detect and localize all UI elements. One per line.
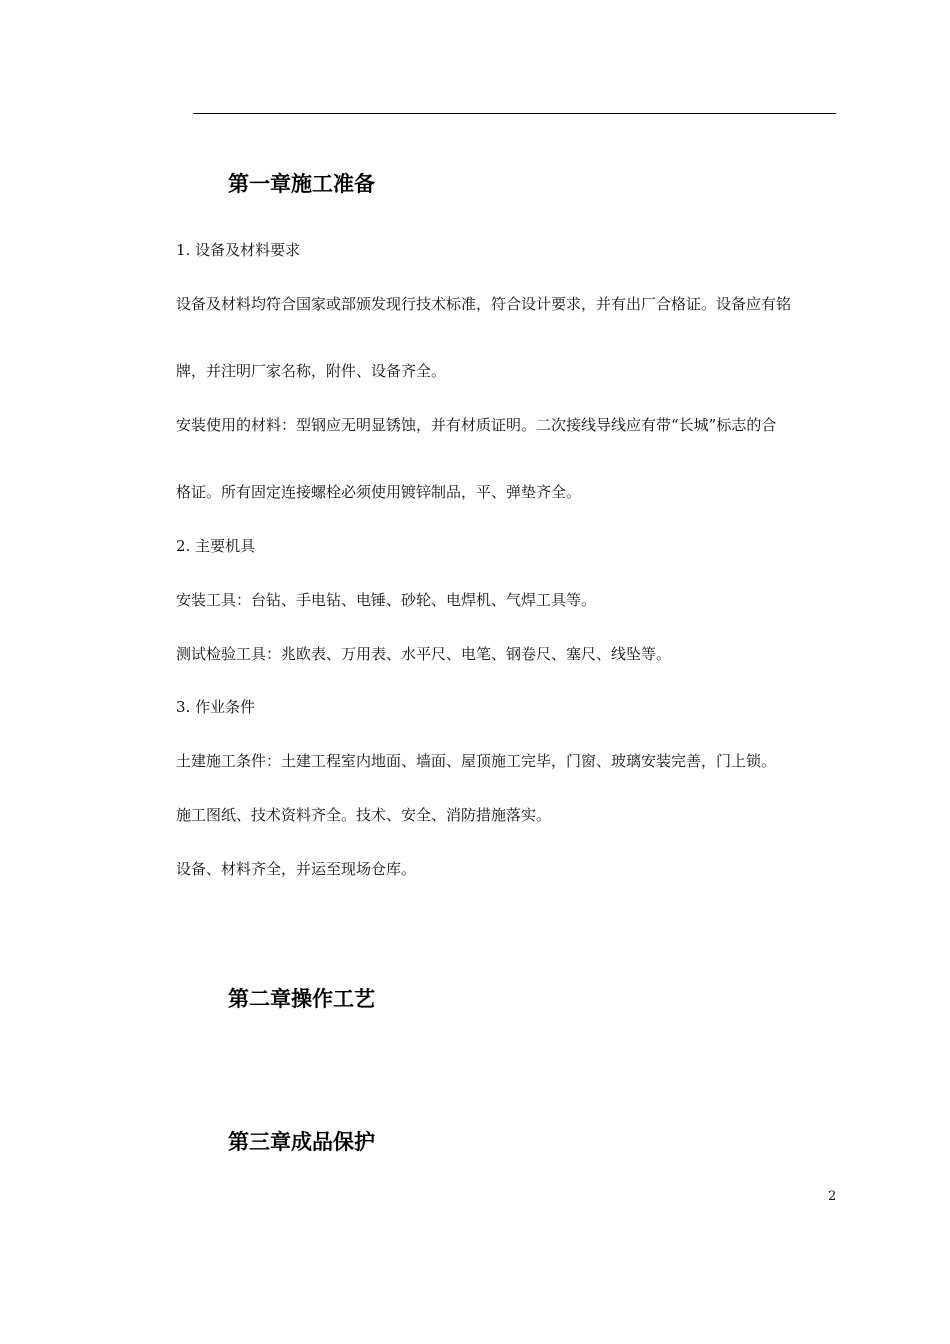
section-3-line-1: 土建施工条件：土建工程室内地面、墙面、屋顶施工完毕，门窗、玻璃安装完善，门上锁。 <box>176 752 777 770</box>
chapter-3-title: 第三章成品保护 <box>228 1130 375 1154</box>
section-3-line-2: 施工图纸、技术资料齐全。技术、安全、消防措施落实。 <box>176 806 552 824</box>
header-rule <box>193 113 836 114</box>
section-1-paragraph-1-line-2: 牌，并注明厂家名称，附件、设备齐全。 <box>176 362 447 380</box>
section-1-heading: 1. 设备及材料要求 <box>176 241 301 259</box>
section-2-heading: 2. 主要机具 <box>176 537 256 555</box>
section-1-paragraph-1-line-1: 设备及材料均符合国家或部颁发现行技术标准，符合设计要求，并有出厂合格证。设备应有铭 <box>176 295 792 313</box>
page-number: 2 <box>828 1189 837 1204</box>
section-3-line-3: 设备、材料齐全，并运至现场仓库。 <box>176 860 417 878</box>
section-3-heading: 3. 作业条件 <box>176 698 256 716</box>
section-1-paragraph-2-line-2: 格证。所有固定连接螺栓必须使用镀锌制品，平、弹垫齐全。 <box>176 483 582 501</box>
section-2-line-2: 测试检验工具：兆欧表、万用表、水平尺、电笔、钢卷尺、塞尺、线坠等。 <box>176 645 672 663</box>
chapter-1-title: 第一章施工准备 <box>228 172 375 196</box>
chapter-2-title: 第二章操作工艺 <box>228 987 375 1011</box>
section-2-line-1: 安装工具：台钻、手电钻、电锤、砂轮、电焊机、气焊工具等。 <box>176 591 597 609</box>
section-1-paragraph-2-line-1: 安装使用的材料：型钢应无明显锈蚀，并有材质证明。二次接线导线应有带“长城”标志的合 <box>176 416 777 434</box>
